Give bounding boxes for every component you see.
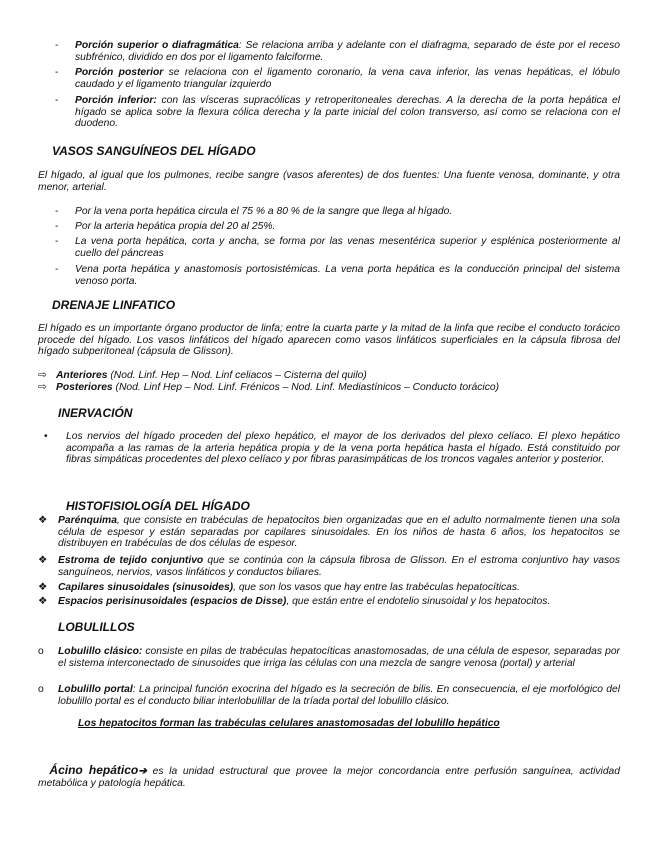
list-item: • Los nervios del hígado proceden del plexo hepático, el mayor de los derivados del plexo celíaco. El plexo hepático acompaña a las ramas de la arteria hepática propia y de la vena porta hepática hasta el hígado. Está constituido por fibras simpáticas procedentes del plexo celíaco y por fibras parasimpáticas de los troncos vagales anterior y posterior. (44, 431, 620, 466)
section-heading-inervacion: INERVACIÓN (58, 406, 133, 420)
circle-icon: o (38, 646, 44, 657)
section-heading-vasos: VASOS SANGUÍNEOS DEL HÍGADO (52, 144, 256, 158)
arrow-icon: ⇨ (38, 382, 47, 393)
list-item: o Lobulillo clásico: consiste en pilas de trabéculas hepatocíticas anastomosadas, de una célula de espesor, separadas por el sistema interconectado de sinusoides que irriga las células con una mezcla de sangre venosa (portal) y arterial (38, 646, 620, 669)
paragraph-vasos-intro: El hígado, al igual que los pulmones, recibe sangre (vasos aferentes) de dos fuentes: Una fuente venosa, dominante, y otra menor, arterial. (38, 170, 620, 193)
bullet-icon: • (44, 431, 48, 442)
diamond-icon: ❖ (38, 555, 48, 566)
list-item: ⇨ Anteriores (Nod. Linf. Hep – Nod. Linf celiacos – Cisterna del quilo) (38, 370, 367, 381)
dash-marker: - (55, 95, 59, 106)
arrow-right-icon: ➔ (138, 766, 147, 777)
circle-icon: o (38, 684, 44, 695)
diamond-icon: ❖ (38, 596, 48, 607)
list-item: ❖ Estroma de tejido conjuntivo que se continúa con la cápsula fibrosa de Glisson. En el estroma conjuntivo hay vasos sanguíneos, nervios, vasos linfáticos y conductos biliares. (38, 555, 621, 578)
list-item: ❖ Capilares sinusoidales (sinusoides), que son los vasos que hay entre las trabéculas hepatocíticas. (38, 582, 520, 593)
acino-title: Ácino hepático (49, 763, 139, 777)
list-item: - Porción superior o diafragmática: Se relaciona arriba y adelante con el diafragma, separado de éste por el receso subfrénico, dividido en dos por el ligamento falciforme. (55, 40, 620, 63)
list-item: - Por la vena porta hepática circula el 75 % a 80 % de la sangre que llega al hígado. (55, 206, 453, 217)
section-heading-histo: HISTOFISIOLOGÍA DEL HÍGADO (66, 499, 250, 513)
list-item: - La vena porta hepática, corta y ancha, se forma por las venas mesentérica superior y esplénica posteriormente al cuello del páncreas (55, 236, 620, 259)
list-item: o Lobulillo portal: La principal función exocrina del hígado es la secreción de bilis. En consecuencia, el eje morfológico del lobulillo portal es el conducto biliar interlobulillar de la tríada portal del lobulillo clásico. (38, 684, 621, 707)
diamond-icon: ❖ (38, 582, 48, 593)
list-item: ❖ Espacios perisinusoidales (espacios de Disse), que están entre el endotelio sinusoidal y los hepatocitos. (38, 596, 551, 607)
underlined-note: Los hepatocitos forman las trabéculas celulares anastomosadas del lobulillo hepático (78, 718, 500, 729)
dash-marker: - (55, 221, 59, 232)
dash-marker: - (55, 67, 59, 78)
list-item: ⇨ Posteriores (Nod. Linf Hep – Nod. Linf. Frénicos – Nod. Linf. Mediastínicos – Conducto torácico) (38, 382, 499, 393)
item-title: Porción superior o diafragmática (75, 40, 239, 51)
arrow-icon: ⇨ (38, 370, 47, 381)
dash-marker: - (55, 236, 59, 247)
list-item: - Porción posterior se relaciona con el ligamento coronario, la vena cava inferior, las venas hepáticas, el lóbulo caudado y el ligamento triangular izquierdo (55, 67, 620, 90)
list-item: ❖ Parénquima, que consiste en trabéculas de hepatocitos bien organizadas que en el adulto normalmente tienen una sola célula de espesor y están separadas por capilares sinusoidales. En los niños de hasta 6 años, los hepatocitos se distribuyen en trabéculas de dos células de espesor. (38, 515, 620, 550)
list-item: - Vena porta hepática y anastomosis portosistémicas. La vena porta hepática es la conducción principal del sistema venoso porta. (55, 264, 620, 287)
section-heading-lobulillos: LOBULILLOS (58, 620, 135, 634)
dash-marker: - (55, 264, 59, 275)
paragraph-acino: Ácino hepático➔ es la unidad estructural que provee la mejor concordancia entre perfusión sanguínea, actividad metabólica y patología hepática. (38, 763, 620, 789)
item-title: Porción inferior: (75, 95, 157, 106)
item-title: Porción posterior (75, 67, 164, 78)
dash-marker: - (55, 206, 59, 217)
dash-marker: - (55, 40, 59, 51)
list-item: - Porción inferior: con las vísceras supracólicas y retroperitoneales derechas. A la derecha de la porta hepática el hígado se aplica sobre la flexura cólica derecha y la parte inicial del colon transverso, así como se relaciona con el duodeno. (55, 95, 620, 130)
list-item: - Por la arteria hepática propia del 20 al 25%. (55, 221, 276, 232)
paragraph-drenaje-intro: El hígado es un importante órgano productor de linfa; entre la cuarta parte y la mitad de la linfa que recibe el conducto torácico procede del hígado. Los vasos linfáticos del hígado aparecen como vasos linfáticos superficiales en la cápsula fibrosa del hígado subperitoneal (cápsula de Glisson). (38, 323, 620, 358)
diamond-icon: ❖ (38, 515, 48, 526)
section-heading-drenaje: DRENAJE LINFATICO (52, 298, 176, 312)
